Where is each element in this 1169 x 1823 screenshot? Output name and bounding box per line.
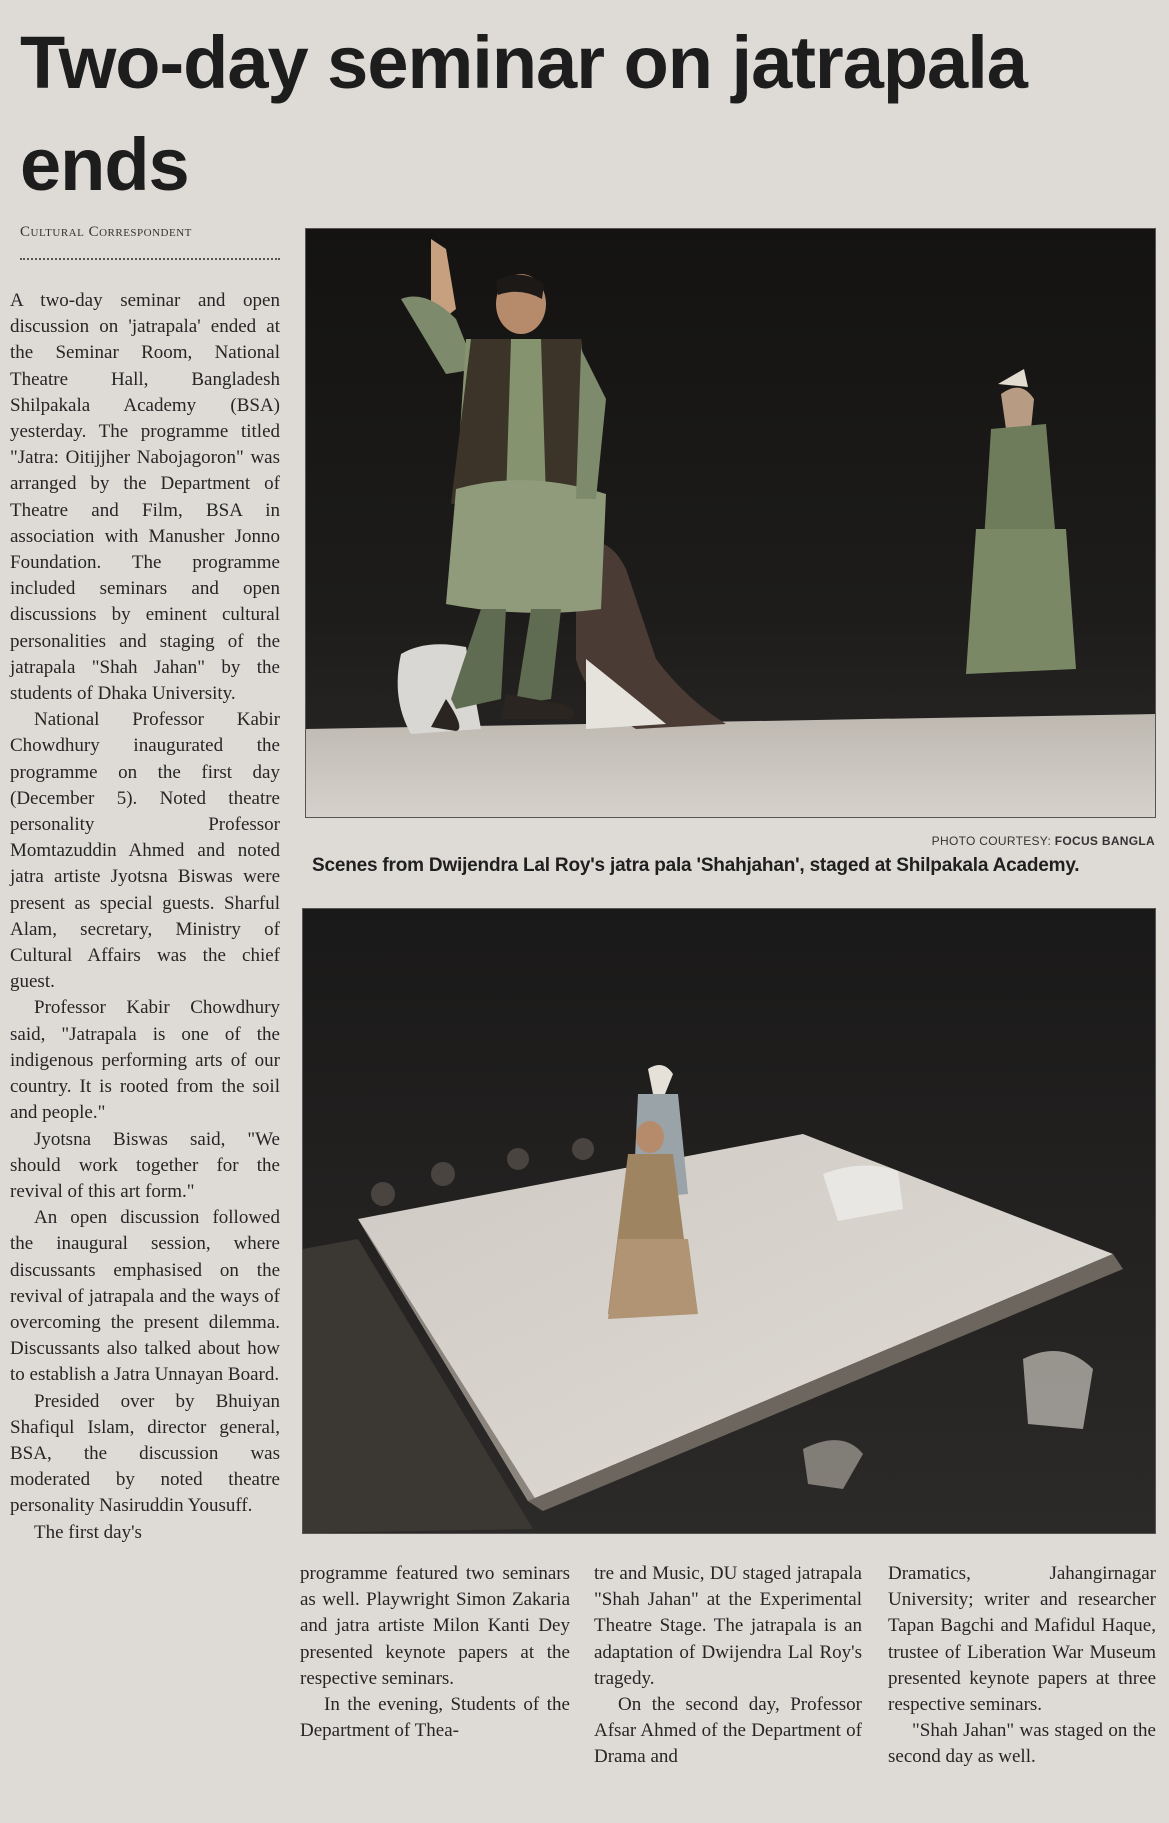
photo-caption: Scenes from Dwijendra Lal Roy's jatra pala 'Shahjahan', staged at Shilpakala Academy. [312, 855, 1080, 876]
article-column-2 [300, 1561, 570, 1744]
paragraph: "Shah Jahan" was staged on the second day as well. [888, 1720, 1156, 1768]
paragraph: An open discussion followed the inaugural session, where discussants emphasised on the revival of jatrapala and the ways of overcoming the present dilemma. Discussants also talked about how to establish a Jatra Unnayan Board. [10, 1207, 280, 1386]
paragraph: The first day's [34, 1521, 142, 1543]
paragraph: Jyotsna Biswas said, "We should work together for the revival of this art form." [10, 1128, 280, 1202]
paragraph: On the second day, Professor Afsar Ahmed of the Department of Drama and [594, 1694, 862, 1768]
photo-credit-label: PHOTO COURTESY: [931, 834, 1052, 848]
stage-photo-bottom [302, 908, 1156, 1534]
stage-wide-illustration [303, 909, 1155, 1533]
paragraph: In the evening, Students of the Department of Thea- [300, 1694, 570, 1742]
headline: Two-day seminar on jatrapala ends [20, 21, 1027, 206]
paragraph: National Professor Kabir Chowdhury inaugurated the programme on the first day (December 5). Noted theatre personality Professor Momtazuddin Ahmed and noted jatra artiste Jyotsna Biswas were present as special guests. Sharful Alam, secretary, Ministry of Cultural Affairs was the chief guest. [10, 709, 280, 993]
paragraph: programme featured two seminars as well. Playwright Simon Zakaria and jatra artiste Milon Kanti Dey presented keynote papers at the respective seminars. [300, 1563, 570, 1689]
article-column-3 [594, 1561, 862, 1771]
paragraph: tre and Music, DU staged jatrapala "Shah Jahan" at the Experimental Theatre Stage. The jatrapala is an adaptation of Dwijendra Lal Roy's tragedy. [594, 1563, 862, 1689]
paragraph: Presided over by Bhuiyan Shafiqul Islam, director general, BSA, the discussion was moderated by noted theatre personality Nasiruddin Yousuff. [10, 1390, 280, 1517]
byline: Cultural Correspondent [20, 224, 192, 240]
article-column-1 [10, 288, 280, 1546]
byline-divider [20, 258, 280, 260]
photo-credit-name: FOCUS BANGLA [1054, 834, 1155, 848]
stage-photo-top [305, 228, 1156, 818]
article-column-4 [888, 1561, 1156, 1771]
paragraph: A two-day seminar and open discussion on 'jatrapala' ended at the Seminar Room, National Theatre Hall, Bangladesh Shilpakala Academy (BSA) yesterday. The programme titled "Jatra: Oitijjher Nabojagoron" was arranged by the Department of Theatre and Film, BSA in association with Manusher Jonno Foundation. The programme included seminars and open discussions by eminent cultural personalities and staging of the jatrapala "Shah Jahan" by the students of Dhaka University. [10, 290, 280, 705]
stage-scene-illustration [306, 229, 1155, 817]
photo-credit [800, 834, 1155, 848]
paragraph: Dramatics, Jahangirnagar University; writer and researcher Tapan Bagchi and Mafidul Haque, trustee of Liberation War Museum presented keynote papers at three respective seminars. [888, 1563, 1156, 1716]
paragraph: Professor Kabir Chowdhury said, "Jatrapala is one of the indigenous performing arts of our country. It is rooted from the soil and people." [10, 997, 280, 1124]
